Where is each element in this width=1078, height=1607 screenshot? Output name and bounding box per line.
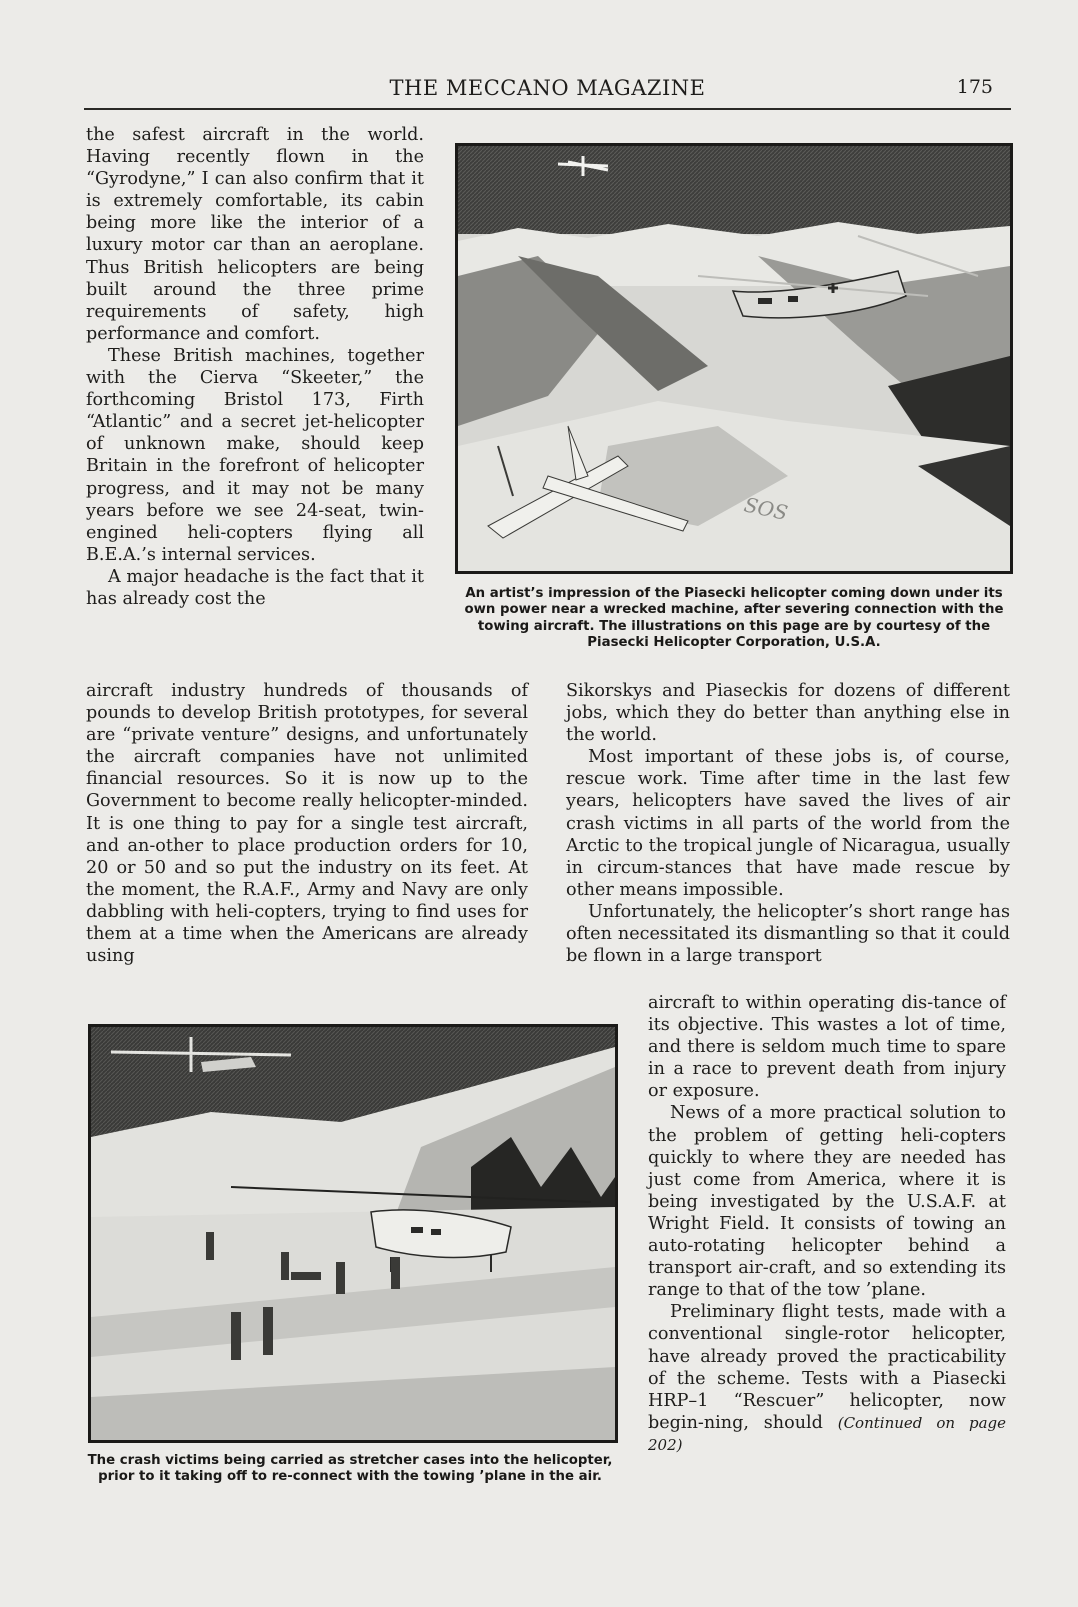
paragraph: These British machines, together with the Cierva “Skeeter,” the forthcoming Bristol 173, Firth “Atlantic” and a secret jet-helicopter of unknown make, should keep Britain in the forefront of helicopter progress, and it may not be many years before we see 24-seat, twin-engined heli-copters flying all B.E.A.’s internal services. xyxy=(86,345,424,565)
page-number: 175 xyxy=(956,76,993,98)
right-column-bottom xyxy=(648,992,1006,1456)
helicopter-rescue-illustration xyxy=(455,143,1013,574)
paragraph: Unfortunately, the helicopter’s short range has often necessitated its dismantling so that it could be flown in a large transport xyxy=(566,901,1010,967)
paragraph: the safest aircraft in the world. Having recently flown in the “Gyrodyne,” I can also confirm that it is extremely comfortable, its cabin being more like the interior of a luxury motor car than an aeroplane. Thus British helicopters are being built around the three prime requirements of safety, high performance and comfort. xyxy=(86,125,424,344)
sos-snow-text: SOS xyxy=(741,492,790,525)
stretcher-rescue-illustration xyxy=(88,1024,618,1443)
page-header xyxy=(84,76,1011,106)
header-rule xyxy=(84,108,1011,110)
paragraph-text: Preliminary flight tests, made with a conventional single-rotor helicopter, have already proved the practicability of the scheme. Tests with a Piasecki HRP–1 “Rescuer” helicopter, now begin-ning, should xyxy=(648,1302,1006,1433)
paragraph: A major headache is the fact that it has already cost the xyxy=(86,566,424,609)
left-column-top xyxy=(86,124,424,610)
right-column-middle xyxy=(566,680,1010,967)
bottom-figure-caption: The crash victims being carried as stretcher cases into the helicopter, prior to it taking off to re-connect with the towing ’plane in the air. xyxy=(87,1453,613,1485)
continued-note: (Continued on page 202) xyxy=(648,1413,1006,1454)
paragraph: Sikorskys and Piaseckis for dozens of different jobs, which they do better than anything else in the world. xyxy=(566,681,1010,746)
paragraph: Most important of these jobs is, of course, rescue work. Time after time in the last few years, helicopters have saved the lives of air crash victims in all parts of the world from the Arctic to the tropical jungle of Nicaragua, usually in circum-stances that have made rescue by other means impossible. xyxy=(566,747,1010,900)
magazine-title: THE MECCANO MAGAZINE xyxy=(389,76,706,100)
paragraph: aircraft to within operating dis-tance of its objective. This wastes a lot of time, and there is seldom much time to spare in a race to prevent death from injury or exposure. xyxy=(648,993,1006,1102)
top-figure-caption: An artist’s impression of the Piasecki helicopter coming down under its own power near a wrecked machine, after severing connection with the towing aircraft. The illustrations on this page are by courtesy of the Piasecki Helicopter Corporation, U.S.A. xyxy=(464,586,1004,651)
paragraph: News of a more practical solution to the problem of getting heli-copters quickly to where they are needed has just come from America, where it is being investigated by the U.S.A.F. at Wright Field. It consists of towing an auto-rotating helicopter behind a transport air-craft, and so extending its range to that of the tow ’plane. xyxy=(648,1103,1006,1301)
left-column-middle xyxy=(86,680,528,967)
paragraph xyxy=(648,1301,1006,1456)
paragraph: aircraft industry hundreds of thousands of pounds to develop British prototypes, for several are “private venture” designs, and unfortunately the aircraft companies have not unlimited financial resources. So it is now up to the Government to become really helicopter-minded. It is one thing to pay for a single test aircraft, and an-other to place production orders for 10, 20 or 50 and so put the industry on its feet. At the moment, the R.A.F., Army and Navy are only dabbling with heli-copters, trying to find uses for them at a time when the Americans are already using xyxy=(86,681,528,967)
